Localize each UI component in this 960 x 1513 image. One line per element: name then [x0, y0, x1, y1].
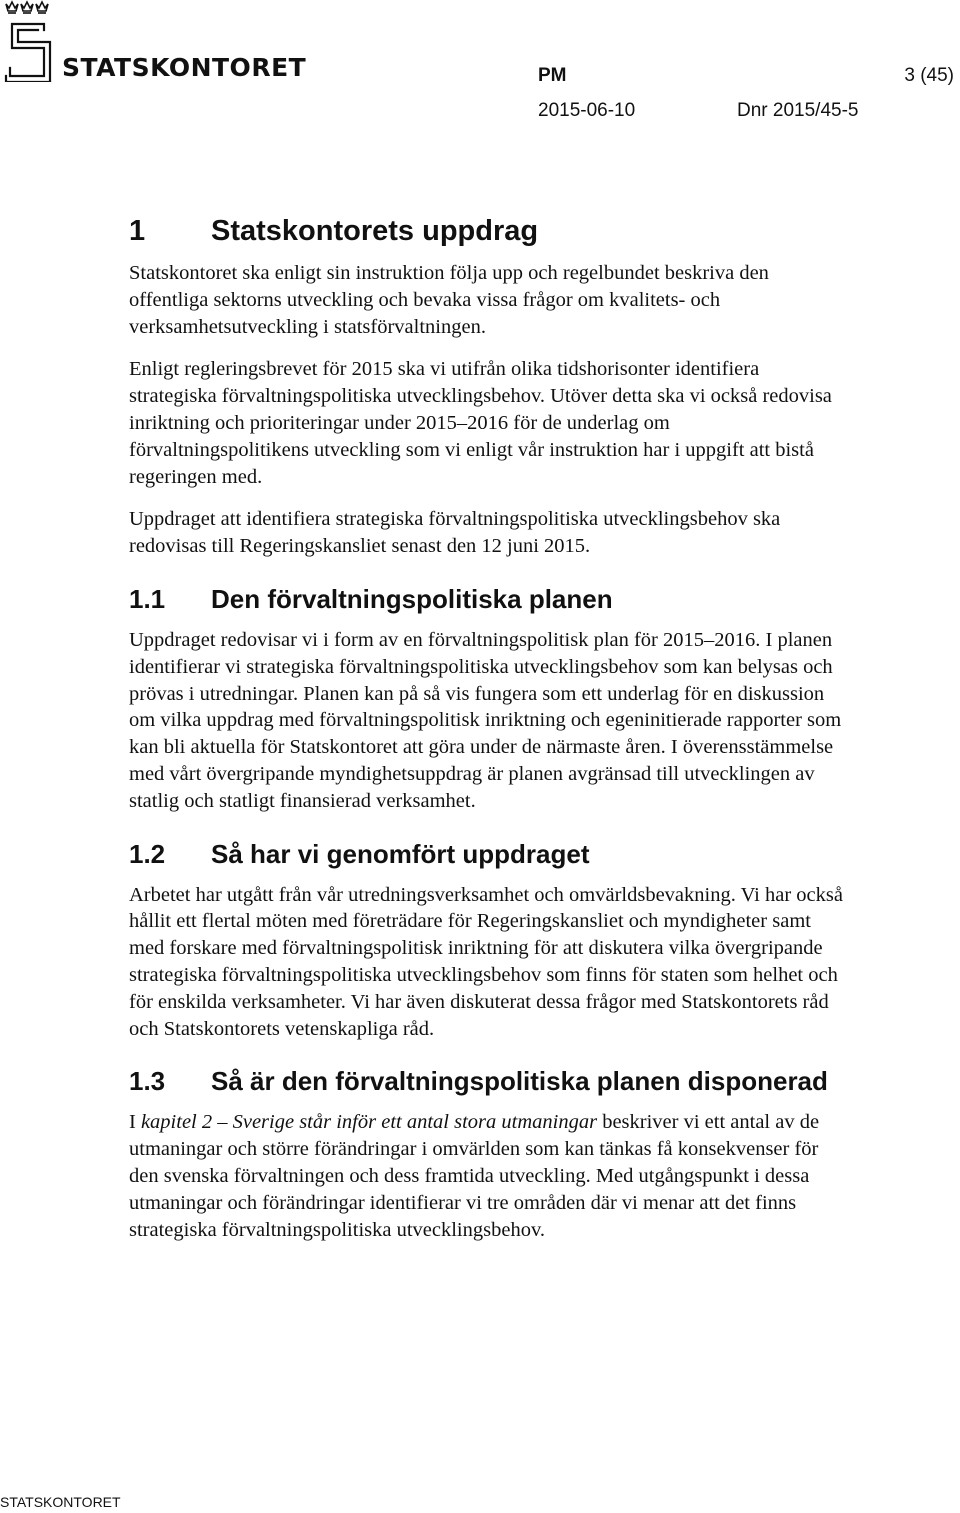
section-title: Den förvaltningspolitiska planen [211, 583, 613, 614]
paragraph: Statskontoret ska enligt sin instruktion följa upp och regelbundet beskriva den offentliga sektorns utveckling och bevaka vissa frågor om kvalitets- och verksamhetsutveckling i statsförvaltningen. [129, 262, 769, 338]
paragraph-text: I [129, 1111, 141, 1134]
section-number: 1.1 [129, 583, 166, 614]
paragraph: Uppdraget redovisar vi i form av en förvaltningspolitisk plan för 2015–2016. I planen identifierar vi strategiska förvaltningspolitiska utvecklingsbehov som kan belysas och prövas i utredningar. Planen kan på så vis fungera som ett underlag för en diskussion om vilka uppdrag med förvaltningspolitisk inriktning och egeninitierade rapporter som kan bli aktuella för Statskontoret att göra under de närmaste åren. I överensstämmelse med vårt övergripande myndighetsuppdrag är planen avgränsad till utvecklingen av statlig och statligt finansierad verksamhet. [129, 628, 842, 812]
section-number: 1 [129, 215, 146, 247]
paragraph: Arbetet har utgått från vår utredningsverksamhet och omvärldsbevakning. Vi har också hållit ett flertal möten med företrädare för Regeringskansliet och myndigheter samt med forskare med förvaltningspolitisk inriktning för att diskutera vilka övergripande strategiska förvaltningspolitiska utvecklingsbehov som finns för staten som helhet och för enskilda verksamheter. Vi har även diskuterat dessa frågor med Statskontorets råd och Statskontorets vetenskapliga råd. [129, 883, 843, 1040]
footer-organization: STATSKONTORET [0, 1494, 121, 1510]
section-title: Så har vi genomfört uppdraget [211, 838, 590, 869]
page-number: 3 (45) [904, 65, 954, 86]
brand-name: STATSKONTORET [62, 53, 307, 82]
section-number: 1.2 [129, 838, 166, 869]
document-dnr: Dnr 2015/45-5 [737, 100, 859, 121]
paragraph-text: beskriver vi ett antal av de utmaningar och större förändringar i omvärlden som kan tänkas få konsekvenser för den svenska förvaltningen och dess framtida utveckling. Med utgångspunkt i dessa utmaningar och förändringar identifierar vi tre områden där vi menar att det finns strategiska förvaltningspolitiska utvecklingsbehov. [129, 1111, 820, 1241]
document-body [129, 213, 849, 1259]
paragraph: Enligt regleringsbrevet för 2015 ska vi utifrån olika tidshorisonter identifiera strategiska förvaltningspolitiska utvecklingsbehov. Utöver detta ska vi också redovisa inriktning och prioriteringar under 2015–2016 för de underlag om förvaltningspolitikens utveckling som vi enligt vår instruktion har i uppgift att bistå regeringen med. [129, 358, 832, 488]
section-title: Statskontorets uppdrag [211, 215, 539, 247]
paragraph [129, 1109, 849, 1243]
section-number: 1.3 [129, 1066, 166, 1097]
document-type: PM [538, 65, 567, 86]
paragraph: Uppdraget att identifiera strategiska förvaltningspolitiska utvecklingsbehov ska redovisas till Regeringskansliet senast den 12 juni 2015. [129, 508, 781, 558]
section-heading-1-3 [129, 1065, 849, 1097]
section-heading-1 [129, 213, 849, 249]
section-title: Så är den förvaltningspolitiska planen disponerad [211, 1066, 828, 1097]
statskontoret-crown-logo-icon [4, 0, 52, 82]
document-date: 2015-06-10 [538, 100, 636, 121]
chapter-reference: kapitel 2 – Sverige står inför ett antal stora utmaningar [140, 1111, 598, 1134]
section-heading-1-2 [129, 838, 849, 870]
section-heading-1-1 [129, 583, 849, 615]
